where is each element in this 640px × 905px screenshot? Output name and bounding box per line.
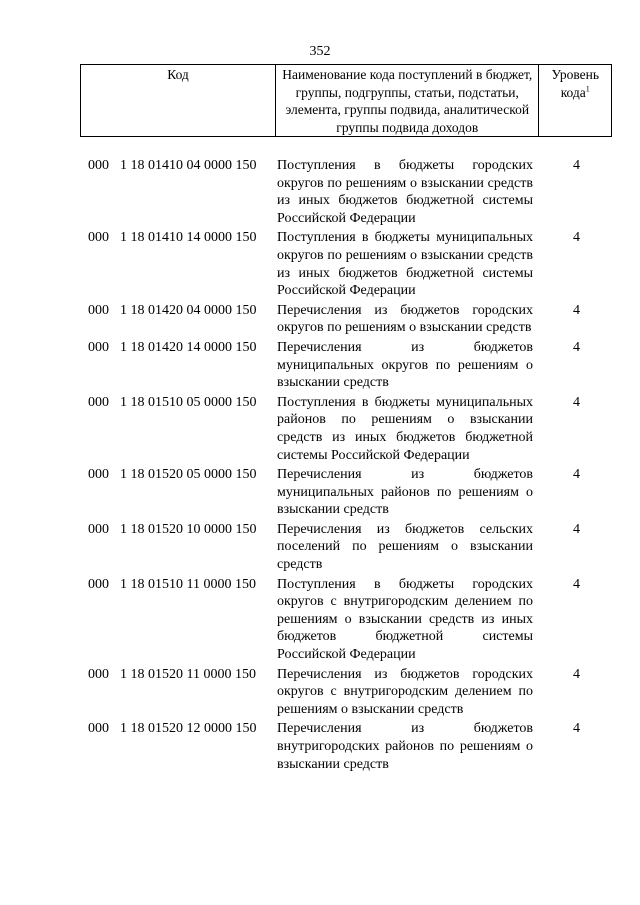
income-name: Перечисления из бюджетов сельских поселений по решениям о взыскании средств <box>277 521 533 573</box>
code-level: 4 <box>573 721 580 737</box>
table-body <box>80 157 612 775</box>
income-code: 1 18 01410 14 0000 150 <box>120 230 257 246</box>
header-row <box>81 65 612 137</box>
income-code: 1 18 01520 05 0000 150 <box>120 467 257 483</box>
income-code: 1 18 01520 10 0000 150 <box>120 521 257 537</box>
income-code: 1 18 01420 04 0000 150 <box>120 302 257 318</box>
code-level: 4 <box>573 339 580 355</box>
header-name-label: Наименование кода поступлений в бюджет, группы, подгруппы, статьи, подстатьи, элемента, группы подвида, аналитической группы подвида доходов <box>282 67 533 135</box>
header-level-label: Уровень кода <box>551 67 600 100</box>
header-level-footnote: 1 <box>585 84 590 94</box>
table-row <box>80 521 612 574</box>
admin-code: 000 <box>88 666 109 682</box>
code-level: 4 <box>573 576 580 592</box>
table-row <box>80 157 612 227</box>
admin-code: 000 <box>88 394 109 410</box>
income-name: Перечисления из бюджетов городских округов с внутригородским делением по решениям о взыскании средств <box>277 666 533 717</box>
code-level: 4 <box>573 158 580 173</box>
admin-code: 000 <box>88 721 109 737</box>
header-code-label: Код <box>167 67 189 82</box>
income-name: Перечисления из бюджетов городских округов по решениям о взыскании средств <box>277 302 533 336</box>
code-level: 4 <box>573 467 580 483</box>
income-code: 1 18 01520 12 0000 150 <box>120 721 257 737</box>
income-code: 1 18 01410 04 0000 150 <box>120 158 257 173</box>
admin-code: 000 <box>88 302 109 318</box>
table-row <box>80 339 612 392</box>
code-level: 4 <box>573 521 580 537</box>
admin-code: 000 <box>88 158 109 173</box>
table-row <box>80 229 612 299</box>
code-level: 4 <box>573 394 580 410</box>
table-row <box>80 666 612 719</box>
table-row <box>80 720 612 773</box>
admin-code: 000 <box>88 467 109 483</box>
income-name: Поступления в бюджеты городских округов по решениям о взыскании средств из иных бюджетов бюджетной системы Российской Федерации <box>277 158 533 226</box>
admin-code: 000 <box>88 576 109 592</box>
income-code: 1 18 01520 11 0000 150 <box>120 666 256 682</box>
income-name: Поступления в бюджеты муниципальных округов по решениям о взыскании средств из иных бюджетов бюджетной системы Российской Федерации <box>277 230 533 299</box>
code-level: 4 <box>573 230 580 246</box>
income-name: Перечисления из бюджетов муниципальных районов по решениям о взыскании средств <box>277 467 533 518</box>
income-name: Поступления в бюджеты городских округов с внутригородским делением по решениям о взыскании средств из иных бюджетов бюджетной системы Российской Федерации <box>277 576 533 663</box>
header-code-cell <box>81 65 276 137</box>
page-number: 352 <box>309 44 331 59</box>
header-level-cell <box>539 65 612 137</box>
admin-code: 000 <box>88 339 109 355</box>
table-row <box>80 302 612 337</box>
income-name: Перечисления из бюджетов муниципальных округов по решениям о взыскании средств <box>277 339 533 391</box>
table-row <box>80 466 612 519</box>
code-level: 4 <box>573 666 580 682</box>
income-code: 1 18 01510 05 0000 150 <box>120 394 257 410</box>
header-name-cell <box>276 65 539 137</box>
table-row <box>80 394 612 464</box>
admin-code: 000 <box>88 230 109 246</box>
table-row <box>80 576 612 664</box>
income-name: Перечисления из бюджетов внутригородских районов по решениям о взыскании средств <box>277 721 533 772</box>
income-name: Поступления в бюджеты муниципальных районов по решениям о взыскании средств из иных бюджетов бюджетной системы Российской Федерации <box>277 394 533 463</box>
admin-code: 000 <box>88 521 109 537</box>
income-code: 1 18 01510 11 0000 150 <box>120 576 256 592</box>
table-header <box>80 64 612 137</box>
income-code: 1 18 01420 14 0000 150 <box>120 339 257 355</box>
code-level: 4 <box>573 302 580 318</box>
